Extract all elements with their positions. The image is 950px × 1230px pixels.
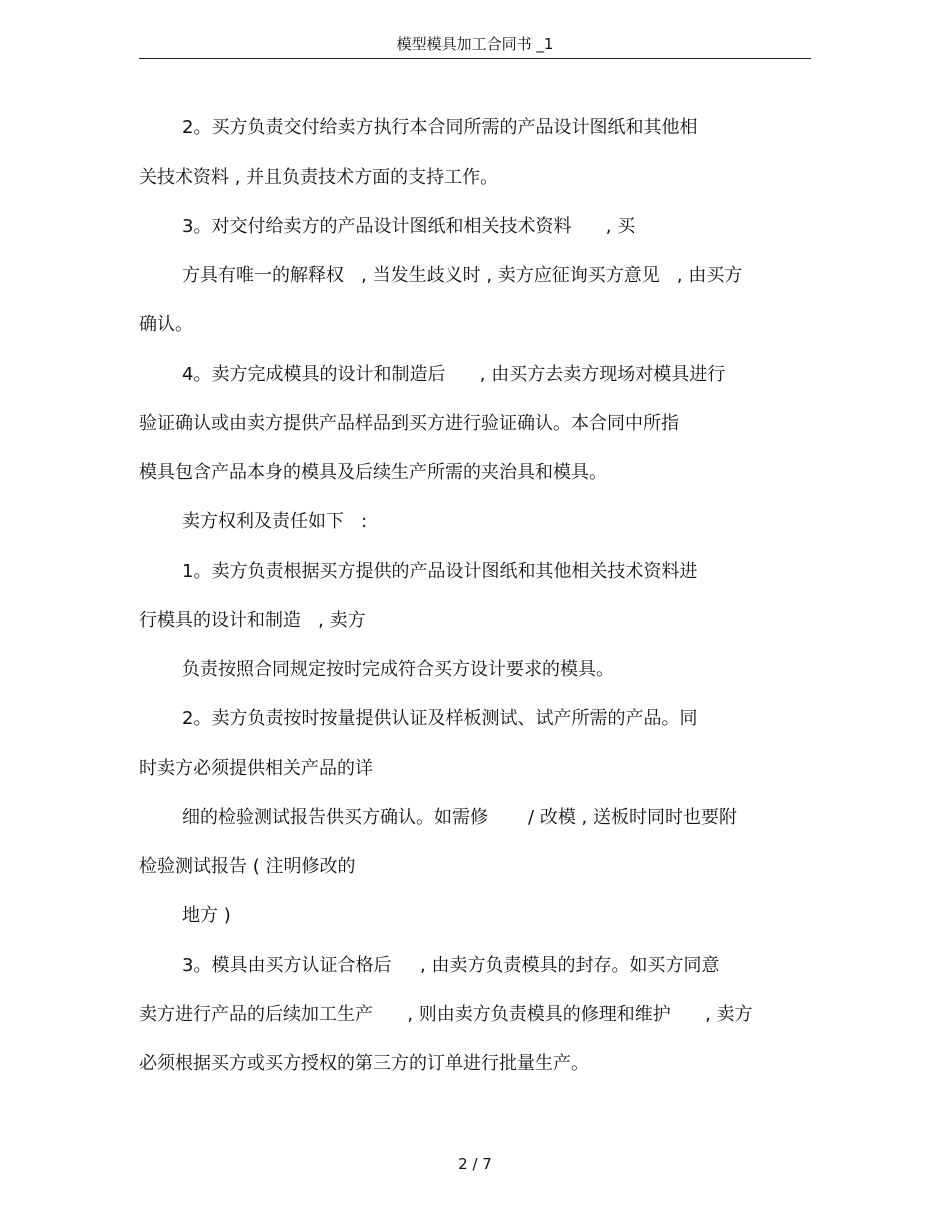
body-line: 3。对交付给卖方的产品设计图纸和相关技术资料 , 买 (182, 216, 636, 237)
page-header (139, 30, 811, 59)
body-line: 2。买方负责交付给卖方执行本合同所需的产品设计图纸和其他相 (182, 117, 698, 138)
body-line: 关技术资料 , 并且负责技术方面的支持工作。 (139, 167, 499, 188)
document-title: 模型模具加工合同书 _1 (396, 35, 554, 53)
body-line: 3。模具由买方认证合格后 , 由卖方负责模具的封存。如买方同意 (182, 955, 720, 976)
page-footer (0, 1152, 950, 1176)
body-line: 必须根据买方或买方授权的第三方的订单进行批量生产。 (139, 1053, 589, 1074)
body-line: 1。卖方负责根据买方提供的产品设计图纸和其他相关技术资料进 (182, 561, 698, 582)
body-line: 行模具的设计和制造 , 卖方 (139, 610, 366, 631)
body-line: 检验测试报告 ( 注明修改的 (139, 856, 356, 877)
body-line: 时卖方必须提供相关产品的详 (139, 758, 373, 779)
body-line: 验证确认或由卖方提供产品样品到买方进行验证确认。本合同中所指 (139, 413, 679, 434)
body-line: 负责按照合同规定按时完成符合买方设计要求的模具。 (182, 659, 614, 680)
body-line: 2。卖方负责按时按量提供认证及样板测试、试产所需的产品。同 (182, 708, 698, 729)
body-line: 卖方进行产品的后续加工生产 , 则由卖方负责模具的修理和维护 , 卖方 (139, 1004, 753, 1025)
section-heading: 卖方权利及责任如下 : (182, 511, 368, 532)
body-line: 方具有唯一的解释权 , 当发生歧义时 , 卖方应征询买方意见 , 由买方 (182, 265, 743, 286)
body-line: 4。卖方完成模具的设计和制造后 , 由买方去卖方现场对模具进行 (182, 364, 726, 385)
body-line: 确认。 (139, 314, 193, 335)
page-number: 2 / 7 (458, 1155, 492, 1173)
body-line: 细的检验测试报告供买方确认。如需修 / 改模 , 送板时同时也要附 (182, 807, 737, 828)
body-line: 模具包含产品本身的模具及后续生产所需的夹治具和模具。 (139, 462, 607, 483)
body-line: 地方 ) (182, 905, 231, 926)
